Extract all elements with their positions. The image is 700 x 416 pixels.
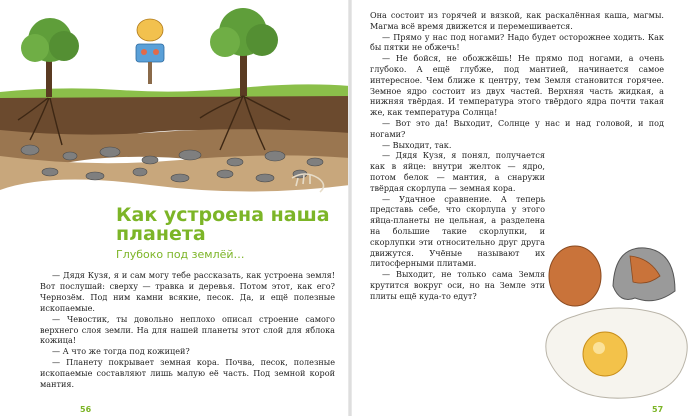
left-text-column [40,270,335,390]
page-number-left: 56 [80,405,92,414]
paragraph: — Дядя Кузя, я и сам могу тебе рассказать, как устроена земля! Вот послушай: сверху — травка и деревья. Потом этот, как его? Чернозём. Под ним камни всякие, песок. Да, и ещё полезные ископаемые. [40,270,335,313]
paragraph: — Чевостик, ты довольно неплохо описал строение самого верхнего слоя земли. На для нашей планеты этот слой для яблока кожица! [40,313,335,346]
paragraph: — Удачное сравнение. А теперь представь себе, что скорлупа у этого яйца-планеты не цельная, а разделена на большие такие скорлупки, и скорлупки эти относительно друг друга движутся. Учёные называют их литосферными плитами. [370,193,545,269]
paragraph: Она состоит из горячей и вязкой, как раскалённая каша, магмы. Магма всё время движется и перемешивается. [370,10,664,31]
soil-cross-section-illustration [0,0,350,205]
paragraph: — Не бойся, не обожжёшь! Не прямо под ногами, а очень глубоко. А ещё глубже, под мантией, начинается самое интересное. Чем ближе к центру, тем Земля становится горячее. Земное ядро состоит из двух частей. Верхняя часть жидкая, а нижняя твёрдая. И температура этого твёрдого ядра почти такая же, как температура Солнца! [370,53,664,118]
paragraph: — Дядя Кузя, я понял, получается как в яйце: внутри желток — ядро, потом белок — мантия, а снаружи твёрдая скорлупа — земная кора. [370,150,545,193]
paragraph: — А что же тогда под кожицей? [52,346,190,357]
page-number-right: 57 [652,405,664,414]
chapter-subtitle: Глубоко под землёй… [116,248,245,261]
eggs-illustration [535,236,700,406]
paragraph: — Планету покрывает земная кора. Почва, песок, полезные ископаемые составляют лишь малую её часть. Под земной корой мантия. [40,357,335,390]
paragraph: — Выходит, не только сама Земля крутится вокруг оси, но на Земле эти плиты ещё куда-то едут? [370,269,545,301]
paragraph: — Выходит, так. [382,139,452,150]
paragraph: — Вот это да! Выходит, Солнце у нас и над головой, и под ногами? [370,117,664,139]
paragraph: — Прямо у нас под ногами? Надо будет осторожнее ходить. Как бы пятки не обжечь! [370,31,664,53]
chapter-title: Как устроена наша планета [116,204,330,245]
